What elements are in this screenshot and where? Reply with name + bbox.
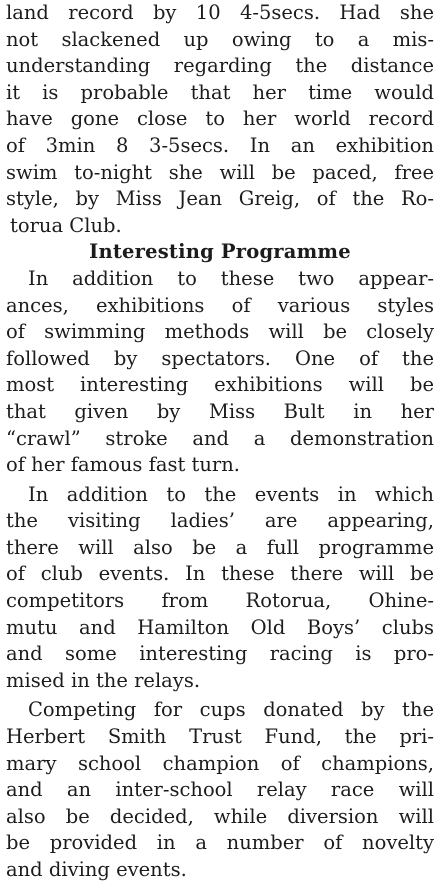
text-line: and an inter-school relay race will	[6, 778, 434, 802]
text-line: mary school champion of champions,	[6, 751, 434, 775]
text-line: and some interesting racing is pro-	[6, 642, 434, 666]
text-line: of 3min 8 3-5secs. In an exhibition	[6, 133, 434, 157]
paragraph-record	[6, 0, 434, 239]
text-line: not slackened up owing to a mis-	[6, 27, 434, 51]
text-line: competitors from Rotorua, Ohine-	[6, 589, 434, 613]
section-subheading: Interesting Programme	[89, 240, 351, 264]
text-line: most interesting exhibitions will be	[6, 373, 434, 397]
text-line: mised in the relays.	[6, 668, 201, 692]
text-line: understanding regarding the distance	[6, 54, 434, 78]
paragraph-programme	[6, 266, 434, 479]
text-line: Competing for cups donated by the	[28, 698, 434, 722]
text-line: also be decided, while diversion will	[6, 804, 434, 828]
text-line: have gone close to her world record	[6, 107, 434, 131]
text-line: the visiting ladies’ are appearing,	[6, 509, 434, 533]
text-line: Herbert Smith Trust Fund, the pri-	[6, 725, 434, 749]
text-line: “crawl” stroke and a demonstration	[6, 426, 434, 450]
paragraph-club-events	[6, 482, 434, 695]
text-line: and diving events.	[6, 858, 187, 881]
text-line: followed by spectators. One of the	[6, 346, 434, 370]
text-line: In addition to these two appear-	[28, 266, 434, 290]
text-line: that given by Miss Bult in her	[6, 399, 434, 423]
text-line: there will also be a full programme	[6, 535, 434, 559]
paragraph-cups	[6, 697, 434, 883]
text-line: torua Club.	[10, 213, 122, 237]
text-line: In addition to the events in which	[28, 482, 434, 506]
text-line: mutu and Hamilton Old Boys’ clubs	[6, 615, 434, 639]
text-line: swim to-night she will be paced, free	[6, 160, 434, 184]
text-line: of club events. In these there will be	[6, 562, 434, 586]
text-line: land record by 10 4-5secs. Had she	[6, 1, 434, 24]
text-line: it is probable that her time would	[6, 80, 434, 104]
text-line: of her famous fast turn.	[6, 453, 240, 477]
text-line: ances, exhibitions of various styles	[6, 293, 434, 317]
text-line: be provided in a number of novelty	[6, 831, 434, 855]
text-line: style, by Miss Jean Greig, of the Ro-	[6, 187, 434, 211]
text-line: of swimming methods will be closely	[6, 320, 434, 344]
